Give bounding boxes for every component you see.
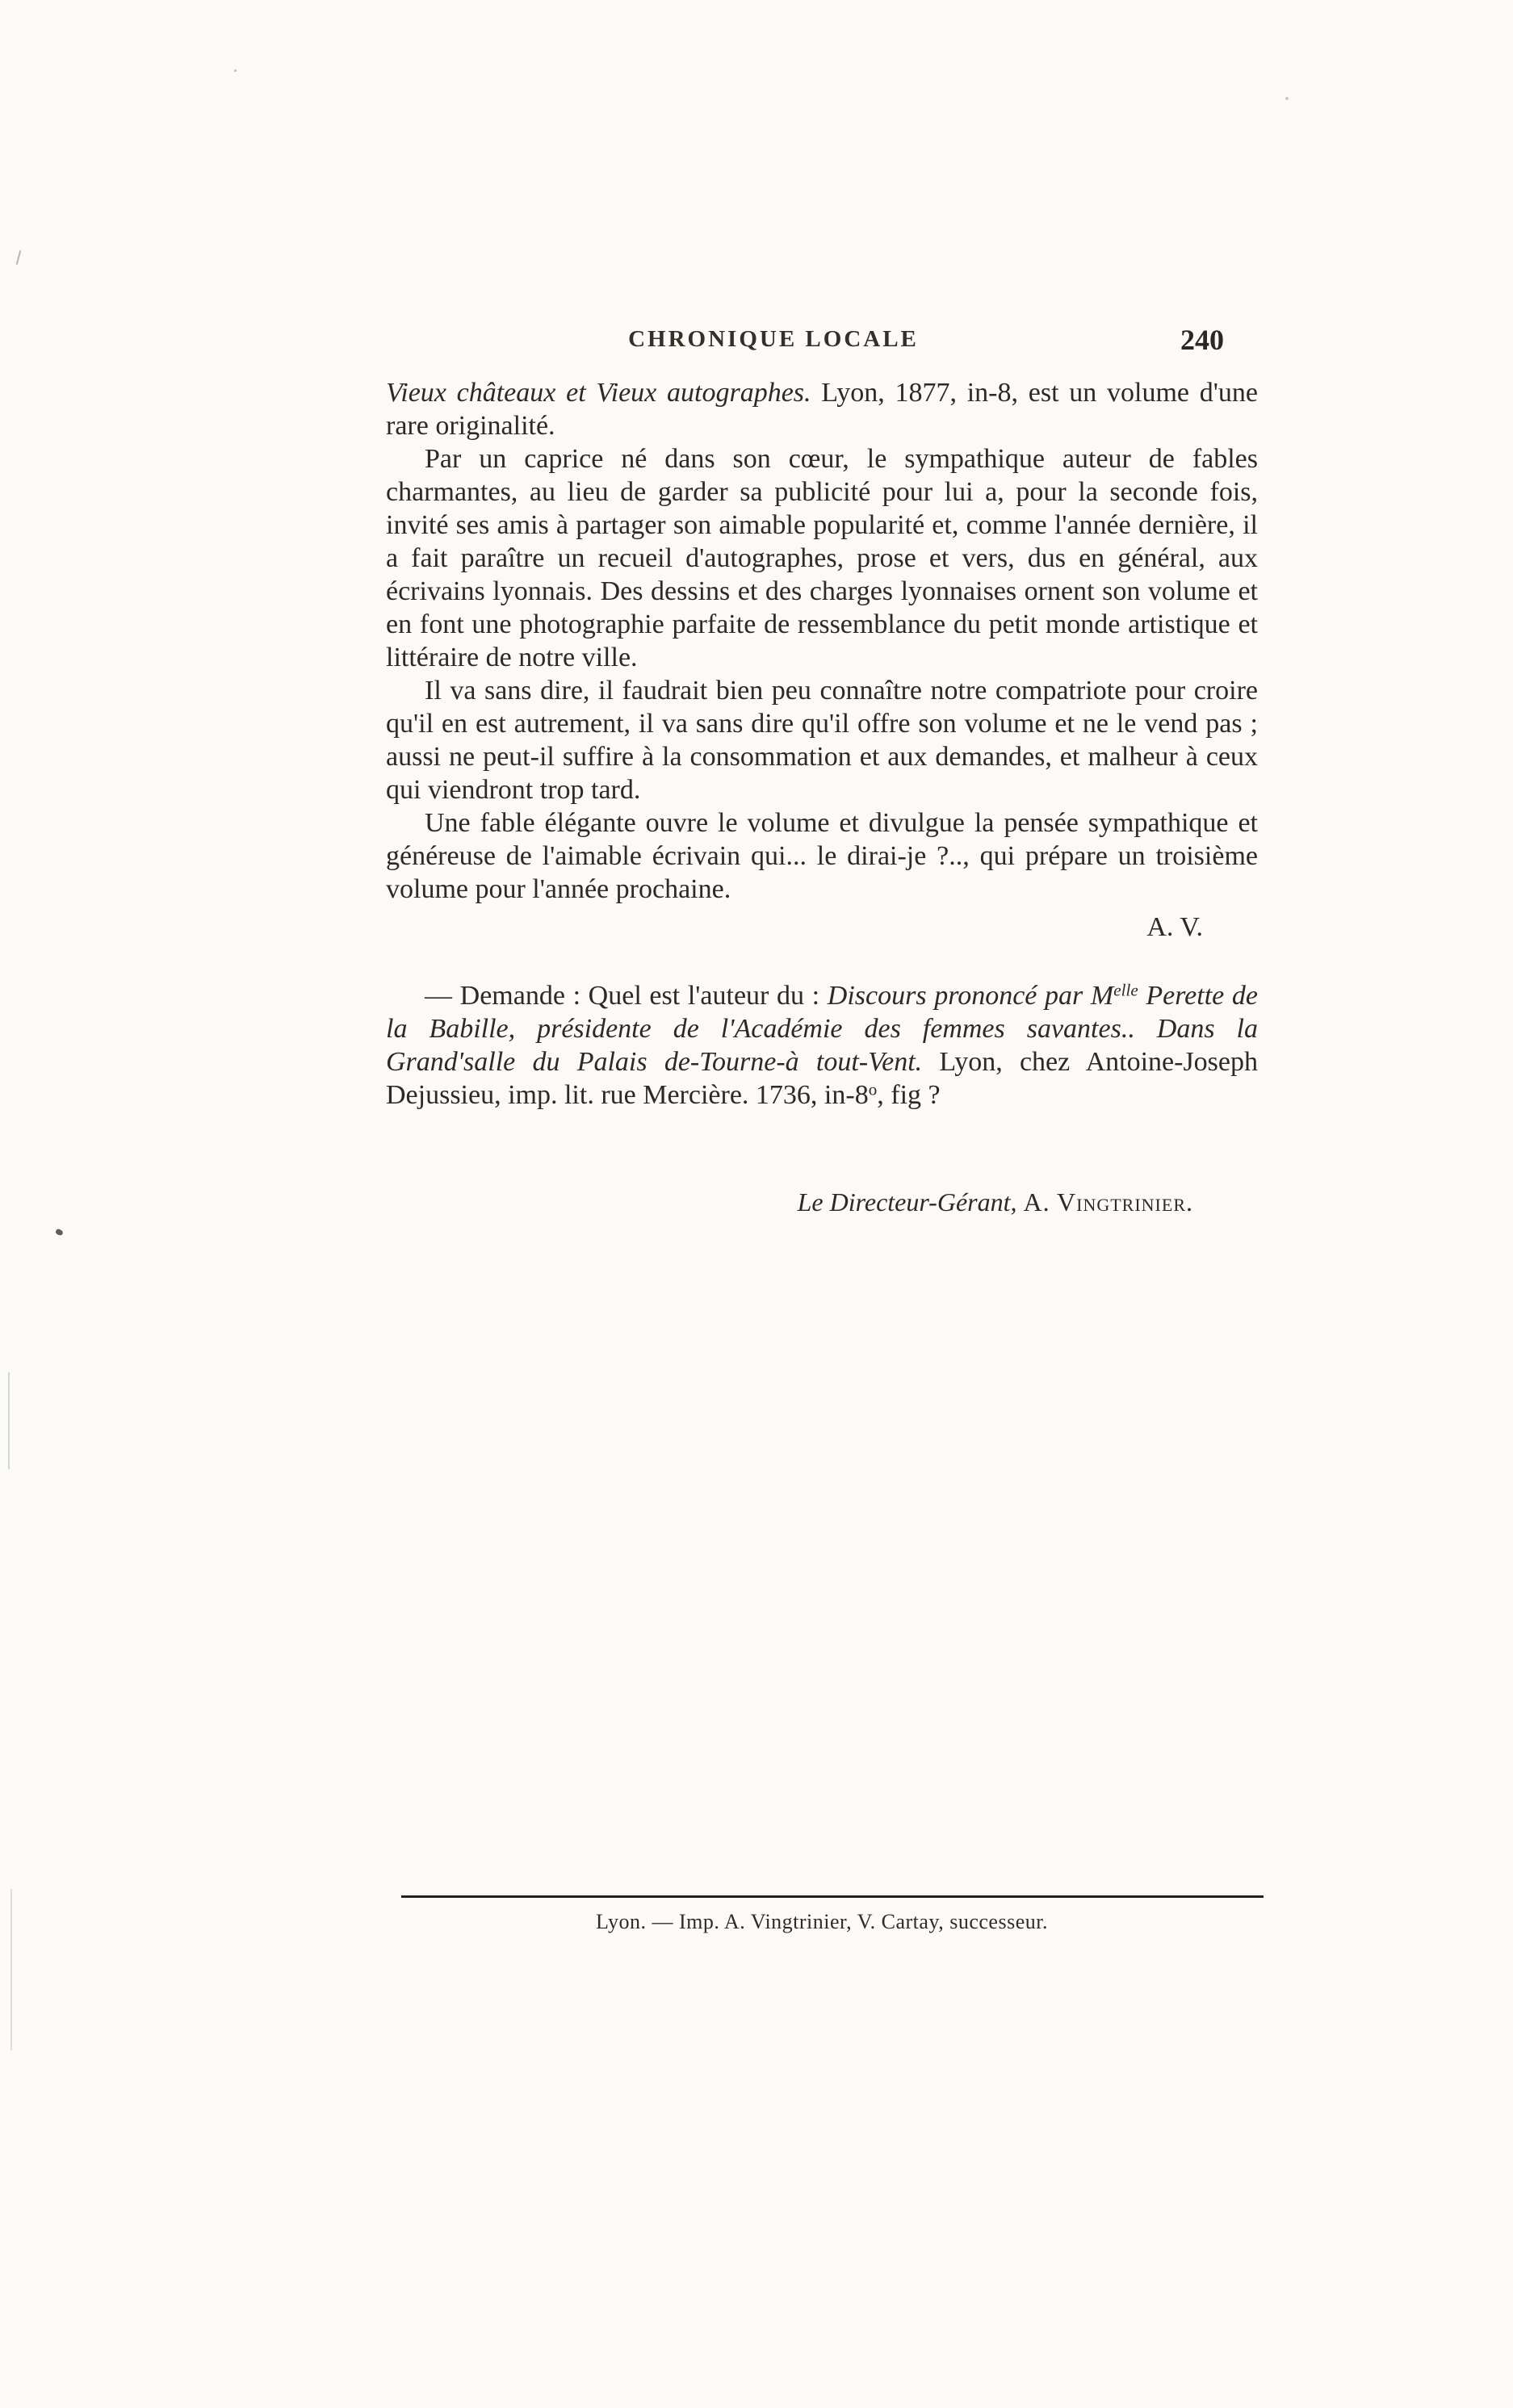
paragraph-2: Par un caprice né dans son cœur, le sympathique auteur de fables charmantes, au lieu de garder sa publicité pour lui a, pour la seconde fois, invité ses amis à partager son aimable popularité et, comme l'année dernière, il a fait paraître un recueil d'autographes, prose et vers, dus en général, aux écrivains lyonnais. Des dessins et des charges lyonnaises ornent son volume et en font une photographie parfaite de ressemblance du petit monde artistique et littéraire de notre ville. [386,444,1258,672]
printer-imprint: Lyon. — Imp. A. Vingtrinier, V. Cartay, successeur. [596,1910,1048,1933]
ink-speck [55,1229,64,1237]
paragraph-3: Il va sans dire, il faudrait bien peu connaître notre compatriote pour croire qu'il en est autrement, il va sans dire qu'il offre son volume et ne le vend pas ; aussi ne peut-il suffire à la consommation et aux demandes, et malheur à ceux qui viendront trop tard. [386,676,1258,805]
director-line [386,1186,1258,1219]
scan-scratch [16,250,22,265]
book-imprint: Lyon, 1877, in-8, est un volume d'une rare originalité. [386,378,1258,441]
ink-speck [1285,97,1289,100]
director-name: A. Vingtrinier. [1023,1187,1193,1217]
scan-scratch [8,1372,10,1469]
demande-title-part1: Discours prononcé par M [827,981,1114,1011]
page-header-title: CHRONIQUE LOCALE [628,326,919,352]
director-label: Le Directeur-Gérant, [797,1187,1024,1217]
demande-intro: — Demande : Quel est l'auteur du : [425,981,828,1011]
running-head [386,326,1258,358]
paragraph-4: Une fable élégante ouvre le volume et divulgue la pensée sympathique et généreuse de l'aimable écrivain qui... le dirai-je ?.., qui prépare un troisième volume pour l'année prochaine. [386,808,1258,904]
demande-publisher: Lyon, chez Antoine-Joseph Dejussieu, imp. lit. rue Mercière. 1736, in-8 [386,1047,1258,1110]
demande-tail: , fig ? [877,1080,941,1110]
paragraph-demande [386,979,1258,1112]
book-title: Vieux châteaux et Vieux autographes. [386,378,811,408]
demande-format-superscript: o [868,1079,878,1099]
demande-title-superscript: elle [1113,980,1138,1000]
paragraph-bibliography [386,376,1258,442]
footer-rule [401,1895,1264,1898]
page-number: 240 [1180,324,1224,356]
text-block [386,376,1258,1219]
ink-speck [234,69,237,72]
author-initials: A. V. [1146,912,1203,942]
demande-title-part2: Perette de la Babille, présidente de l'Académie des femmes savantes.. Dans la Grand'salle du Palais de-Tourne-à tout-Vent. [386,981,1259,1077]
scan-scratch [10,1889,12,2050]
